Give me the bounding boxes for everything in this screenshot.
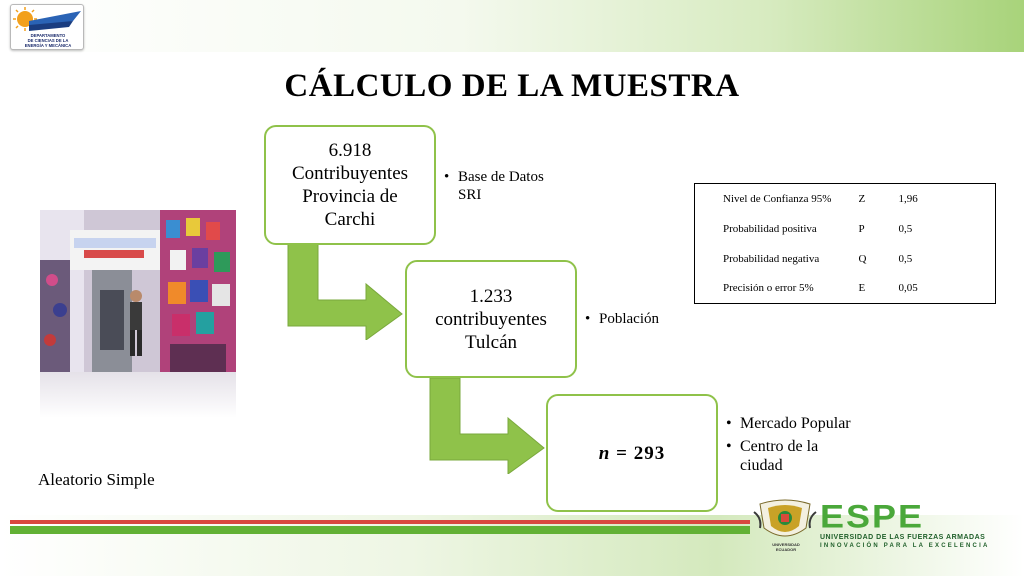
department-logo [10,4,84,50]
table-cell-value: 0,5 [898,252,913,265]
flow-box-city-text: 1.233 contribuyentes Tulcán [435,285,547,353]
flow-box-province-bullets [444,168,544,204]
flow-box-sample-size [546,394,718,512]
table-row [695,244,996,274]
espe-tagline-university: UNIVERSIDAD DE LAS FUERZAS ARMADAS [820,534,986,541]
sample-size-value: 293 [633,442,666,464]
espe-tagline-motto: INNOVACIÓN PARA LA EXCELENCIA [820,543,990,549]
table-row [695,214,996,244]
bullet-item: • Población [585,310,695,328]
department-name-line: ENERGÍA Y MECÁNICA [24,43,72,48]
market-photo [40,210,236,372]
flow-box-city-bullets [585,310,695,328]
table-cell-symbol: E [858,282,866,295]
flow-box-sample-bullets [726,414,856,479]
slide-title: CÁLCULO DE LA MUESTRA [284,68,740,104]
university-shield-icon [752,498,818,544]
bullet-item: • Centro de la ciudad [726,437,856,475]
table-cell-value: 0,5 [898,222,913,235]
statistics-table [694,183,996,304]
flow-box-province-text: 6.918 Contribuyentes Provincia de Carchi [291,140,409,230]
espe-logo [752,498,1014,554]
sampling-method-label: Aleatorio Simple [38,470,155,489]
table-row [695,184,996,214]
flow-box-province [264,125,436,245]
table-cell-label: Probabilidad negativa [723,252,820,265]
bullet-item: • Base de Datos SRI [444,168,544,204]
sample-size-equals: = [610,442,634,464]
department-name-line: DE CIENCIAS DE LA [27,38,69,43]
table-cell-label: Probabilidad positiva [723,222,817,235]
table-cell-symbol: Q [858,252,867,265]
table-cell-value: 0,05 [898,282,918,295]
table-cell-symbol: Z [858,192,866,205]
header-band [0,0,1024,52]
table-cell-label: Nivel de Confianza 95% [723,192,832,205]
espe-wordmark: ESPE [820,498,925,535]
table-cell-label: Precisión o error 5% [723,282,814,295]
sample-size-symbol: n [598,442,611,464]
photo-reflection [40,372,236,418]
table-row [695,274,996,304]
department-emblem-icon [13,7,83,33]
flow-arrow-1-icon [282,244,406,340]
table-cell-symbol: P [858,222,865,235]
department-name-line: DEPARTAMENTO [30,33,66,38]
table-cell-value: 1,96 [898,192,918,205]
footer-stripe-red [10,520,750,524]
shield-caption: UNIVERSIDAD ECUADOR [772,542,800,552]
footer-stripe-green [10,526,750,534]
bullet-item: • Mercado Popular [726,414,856,433]
flow-box-city [405,260,577,378]
flow-arrow-2-icon [424,378,548,474]
